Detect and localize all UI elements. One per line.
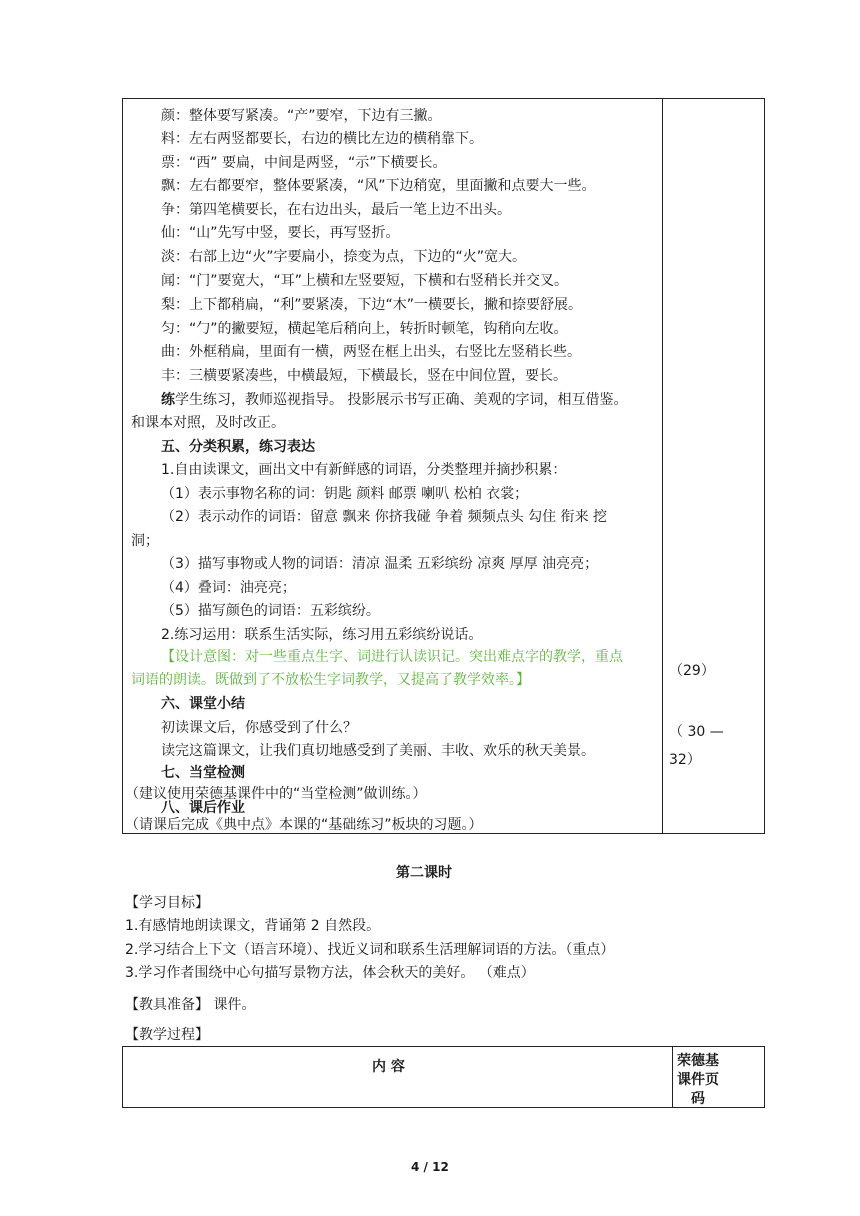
- char-note-12: 丰：三横要紧凑些，中横最短，下横最长，竖在中间位置，要长。: [161, 368, 567, 384]
- word-list-item: （1）表示事物名称的词：钥匙 颜料 邮票 喇叭 松柏 衣裳；: [161, 486, 529, 502]
- goal-item: 2.学习结合上下文（语言环境）、找近义词和联系生活理解词语的方法。（重点）: [125, 942, 615, 958]
- char-note-2: 料：左右两竖都要长，右边的横比左边的横稍靠下。: [161, 131, 483, 147]
- word-list-item: （3）描写事物或人物的词语：清凉 温柔 五彩缤纷 凉爽 厚厚 油亮亮；: [161, 556, 599, 572]
- section5-practice: 2.练习运用：联系生活实际，练习用五彩缤纷说话。: [161, 627, 483, 643]
- content-header: 内 容: [372, 1059, 405, 1075]
- page-col-header-1: 荣德基: [677, 1053, 719, 1069]
- word-list-item: （5）描写颜色的词语：五彩缤纷。: [161, 603, 380, 619]
- tools-line: 【教具准备】 课件。: [125, 997, 256, 1013]
- char-note-6: 仙：“山”先写中竖，要长，再写竖折。: [161, 225, 400, 241]
- section7-title: 七、当堂检测: [161, 765, 245, 781]
- char-note-11: 曲：外框稍扁，里面有一横，两竖在框上出头，右竖比左竖稍长些。: [161, 344, 581, 360]
- word-list-item: （2）表示动作的词语：留意 飘来 你挤我碰 争着 频频点头 勾住 衔来 挖: [161, 509, 608, 525]
- practice-line-2: 和课本对照，及时改正。: [131, 415, 285, 431]
- section6-question: 初读课文后，你感受到了什么？: [161, 720, 357, 736]
- section6-title: 六、课堂小结: [161, 696, 245, 712]
- practice-line-1: [161, 391, 627, 409]
- word-list-item: （4）叠词：油亮亮；: [161, 580, 296, 596]
- process-heading: 【教学过程】: [125, 1027, 209, 1043]
- section8-title: 八、课后作业: [161, 800, 245, 816]
- char-note-7: 淡：右部上边“火”字要扁小，捺变为点，下边的“火”宽大。: [161, 249, 527, 265]
- char-note-3: 票：“西” 要扁，中间是两竖，“示”下横要长。: [161, 155, 447, 171]
- design-intent-line-1: 【设计意图：对一些重点生字、词进行认读识记。突出难点字的教学，重点: [161, 649, 623, 665]
- char-note-10: 匀：“勹”的撇要短，横起笔后稍向上，转折时顿笔，钩稍向左收。: [161, 321, 568, 337]
- practice-text: 学生练习，教师巡视指导。 投影展示书写正确、美观的字词，相互借鉴。: [175, 392, 628, 408]
- section7-note: （建议使用荣德基课件中的“当堂检测”做训练。）: [125, 786, 427, 802]
- char-note-5: 争：第四笔横要长，在右边出头，最后一笔上边不出头。: [161, 202, 511, 218]
- page-ref-29: （29）: [669, 663, 715, 679]
- column-divider: [672, 1047, 673, 1107]
- word-list-item: 洞；: [131, 533, 159, 549]
- design-intent-line-2: 词语的朗读。既做到了不放松生字词教学，又提高了教学效率。】: [131, 672, 530, 688]
- section6-answer: 读完这篇课文，让我们真切地感受到了美丽、丰收、欢乐的秋天美景。: [161, 743, 595, 759]
- page-col-header-3: 码: [691, 1091, 705, 1107]
- page-col-header-2: 课件页: [677, 1072, 719, 1088]
- page-number: 4 / 12: [411, 1160, 449, 1174]
- page-ref-30-32-b: 32）: [669, 752, 701, 768]
- goal-item: 1.有感情地朗读课文，背诵第 2 自然段。: [125, 918, 381, 934]
- goal-item: 3.学习作者围绕中心句描写景物方法，体会秋天的美好。 （难点）: [125, 965, 535, 981]
- page-ref-30-32-a: （ 30 —: [669, 724, 724, 740]
- char-note-8: 闻：“门”要宽大，“耳”上横和左竖要短，下横和右竖稍长并交叉。: [161, 273, 569, 289]
- column-divider: [662, 99, 663, 833]
- process-table-header: [122, 1046, 765, 1108]
- section5-title: 五、分类积累，练习表达: [161, 439, 315, 455]
- char-note-9: 梨：上下都稍扁，“利”要紧凑，下边“木”一横要长，撇和捺要舒展。: [161, 297, 583, 313]
- char-note-4: 飘：左右都要窄，整体要紧凑，“风”下边稍宽，里面撇和点要大一些。: [161, 178, 596, 194]
- char-note-1: 颜：整体要写紧凑。“产”要窄，下边有三撇。: [161, 108, 442, 124]
- section8-note: （请课后完成《典中点》本课的“基础练习”板块的习题。）: [125, 817, 483, 833]
- lesson2-title: 第二课时: [396, 865, 452, 881]
- practice-label: 练: [161, 392, 175, 408]
- goals-heading: 【学习目标】: [125, 895, 209, 911]
- section5-intro: 1.自由读课文，画出文中有新鲜感的词语，分类整理并摘抄积累：: [161, 462, 567, 478]
